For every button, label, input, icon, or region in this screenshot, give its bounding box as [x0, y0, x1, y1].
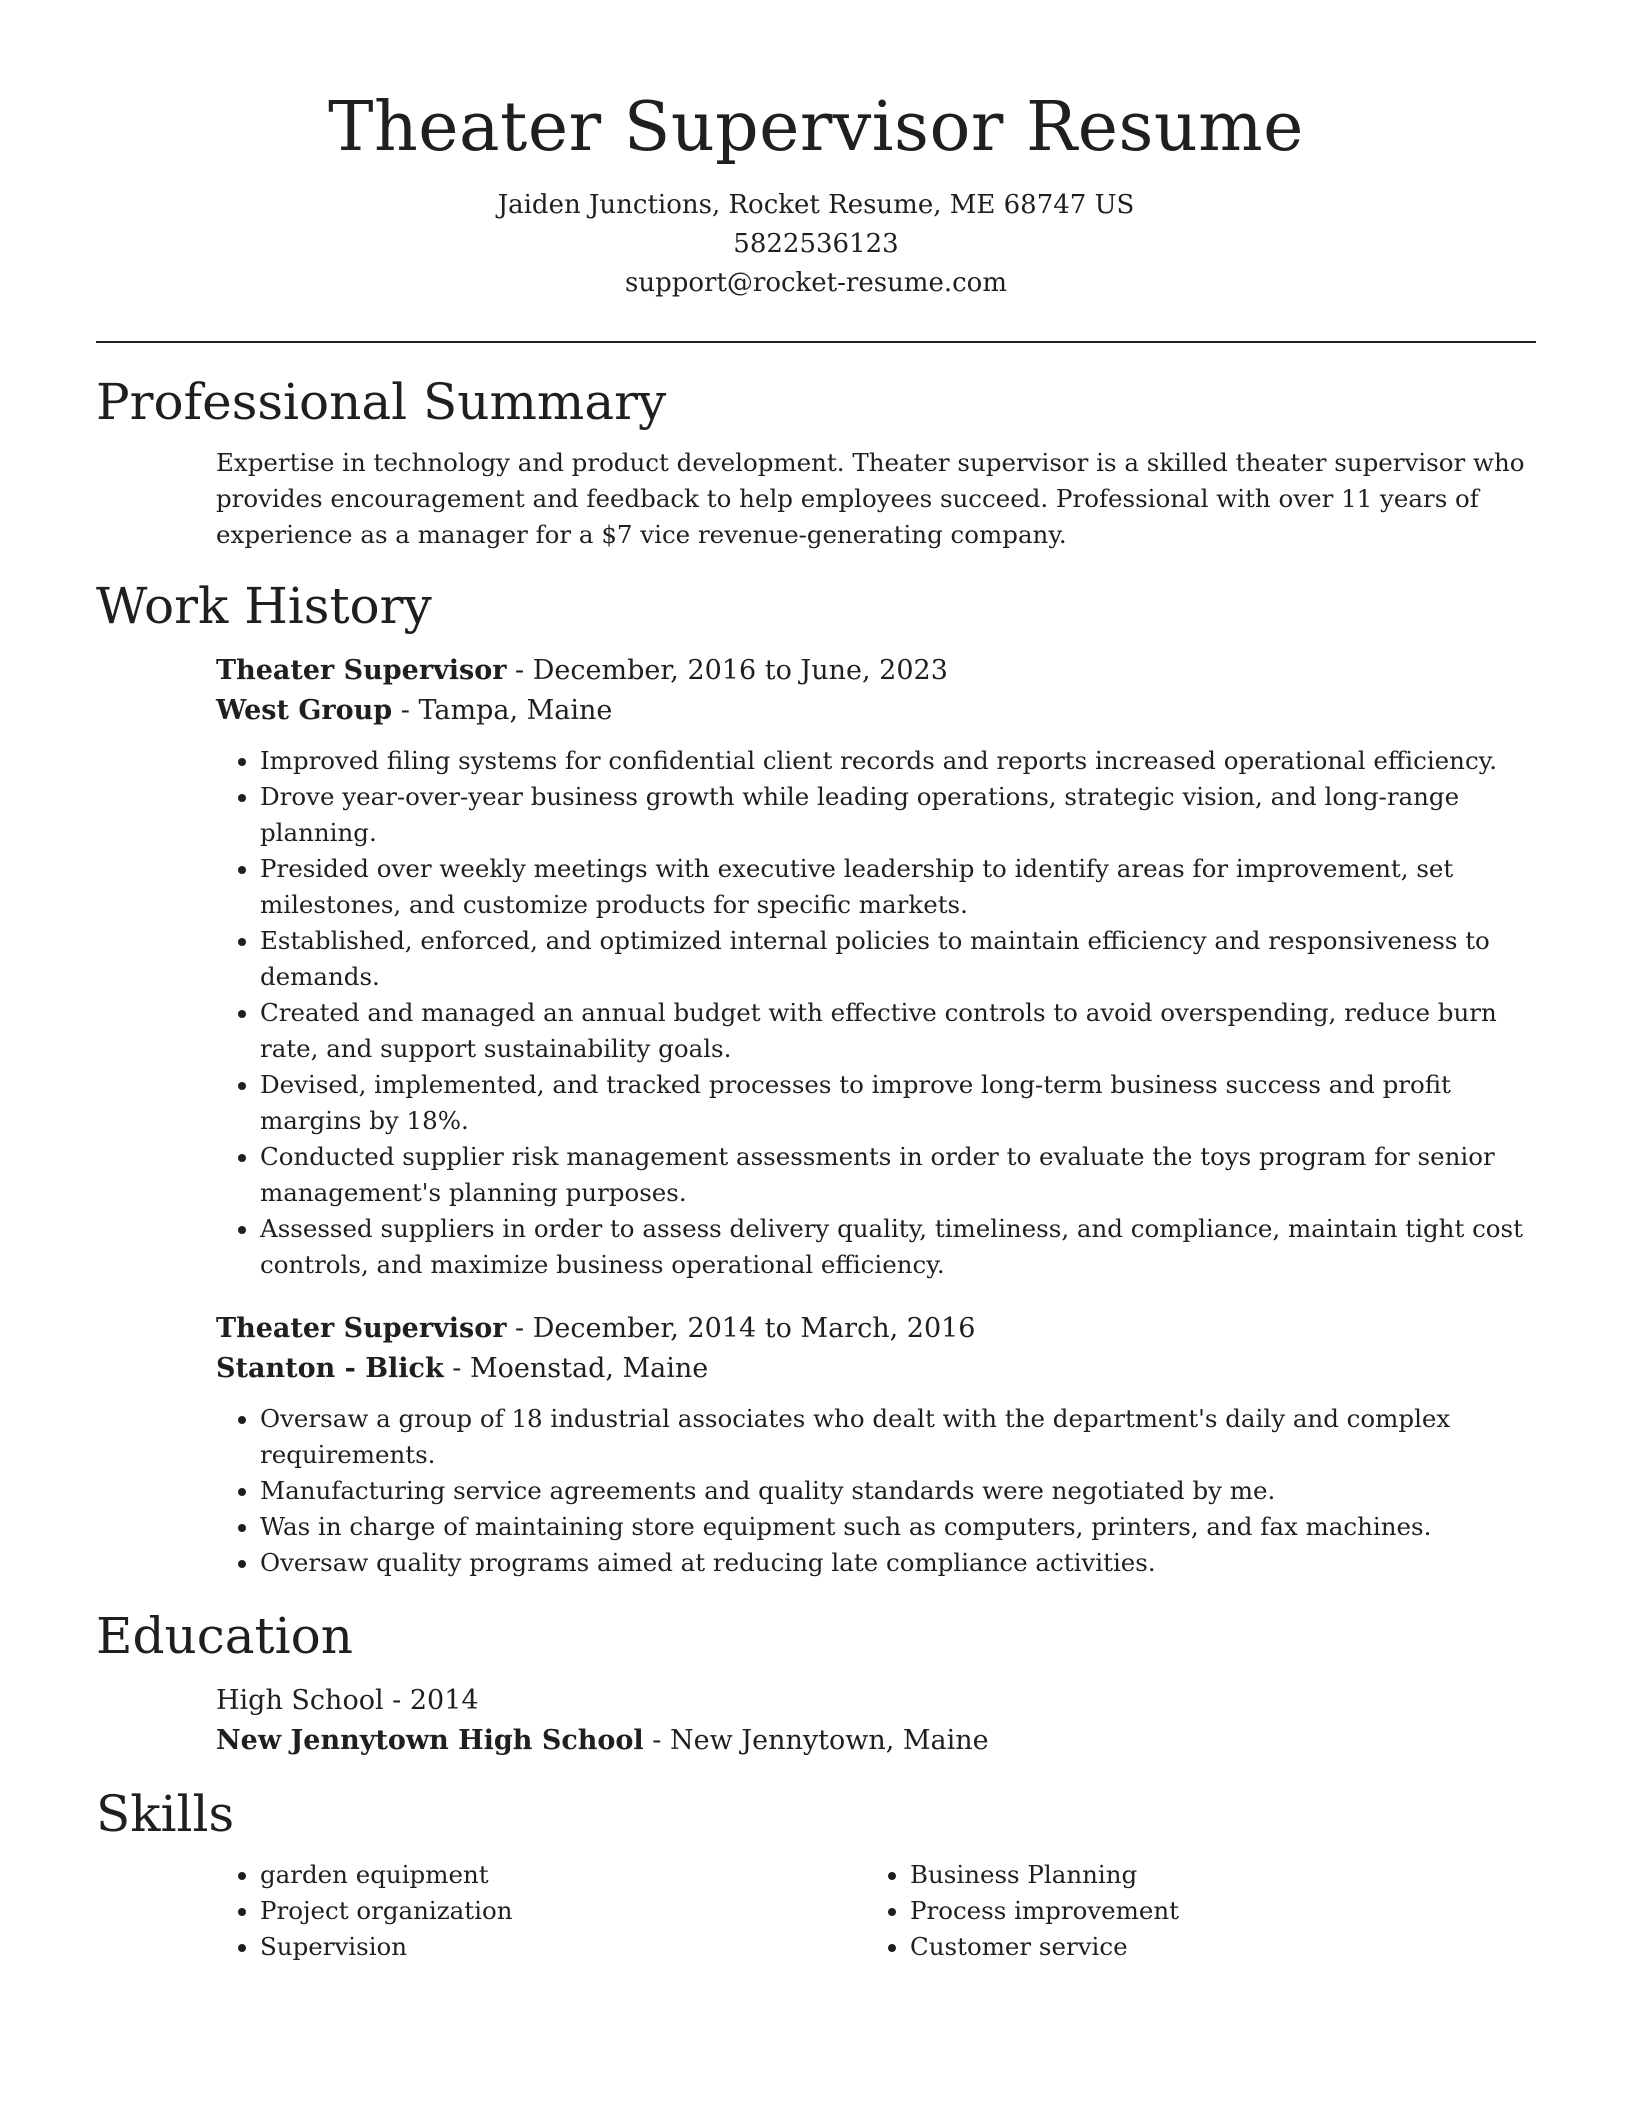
list-item: • Established, enforced, and optimized internal policies to maintain efficiency and responsiveness to demands. [260, 923, 1536, 995]
page-title: Theater Supervisor Resume [328, 88, 1304, 167]
job-location: - Moenstad, Maine [443, 1353, 709, 1384]
education-school: New Jennytown High School [216, 1725, 644, 1756]
job-title-line [216, 651, 1536, 691]
skill-item: • Project organization [260, 1893, 866, 1929]
summary-text: Expertise in technology and product development. Theater supervisor is a skilled theater supervisor who provides encouragement and feedback to help employees succeed. Professional with over 11 years of experience as a manager for a $7 vice revenue-generating company. [216, 448, 1525, 549]
skills-heading: Skills [96, 1785, 235, 1843]
list-item: • Presided over weekly meetings with executive leadership to identify areas for improvement, set milestones, and customize products for specific markets. [260, 851, 1536, 923]
list-item: • Drove year-over-year business growth while leading operations, strategic vision, and long-range planning. [260, 779, 1536, 851]
skills-section [96, 1783, 1536, 1965]
education-degree: High School [216, 1685, 384, 1716]
list-item: • Devised, implemented, and tracked processes to improve long-term business success and profit margins by 18%. [260, 1067, 1536, 1139]
contact-phone: 5822536123 [733, 229, 899, 259]
job-location: - Tampa, Maine [392, 695, 613, 726]
skills-list-left [216, 1857, 866, 1965]
education-section [96, 1605, 1536, 1761]
education-school-line [216, 1721, 1536, 1761]
job-bullet-list [216, 1401, 1536, 1581]
list-item: • Conducted supplier risk management assessments in order to evaluate the toys program for senior management's planning purposes. [260, 1139, 1536, 1211]
list-item: • Improved filing systems for confidential client records and reports increased operational efficiency. [260, 743, 1536, 779]
list-item: • Was in charge of maintaining store equipment such as computers, printers, and fax machines. [260, 1509, 1536, 1545]
job-dates: - December, 2016 to June, 2023 [506, 655, 948, 686]
list-item: • Oversaw a group of 18 industrial associates who dealt with the department's daily and complex requirements. [260, 1401, 1536, 1473]
list-item: • Manufacturing service agreements and quality standards were negotiated by me. [260, 1473, 1536, 1509]
header-divider [96, 341, 1536, 343]
job-company-line [216, 691, 1536, 731]
list-item: • Oversaw quality programs aimed at reducing late compliance activities. [260, 1545, 1536, 1581]
education-year: - 2014 [383, 1685, 479, 1716]
resume-header [96, 0, 1536, 303]
job-title-line [216, 1309, 1536, 1349]
skill-item: • Customer service [910, 1929, 1516, 1965]
summary-section [96, 371, 1536, 553]
work-history-section [96, 575, 1536, 1581]
contact-info [96, 186, 1536, 303]
job-company: West Group [216, 695, 393, 726]
work-history-heading: Work History [96, 577, 432, 635]
education-location: - New Jennytown, Maine [643, 1725, 989, 1756]
job-company: Stanton - Blick [216, 1353, 444, 1384]
skill-item: • Process improvement [910, 1893, 1516, 1929]
list-item: • Created and managed an annual budget with effective controls to avoid overspending, reduce burn rate, and support sustainability goals. [260, 995, 1536, 1067]
education-heading: Education [96, 1607, 353, 1665]
job-bullet-list [216, 743, 1536, 1283]
education-degree-line [216, 1681, 1536, 1721]
skill-item: • Business Planning [910, 1857, 1516, 1893]
job-dates: - December, 2014 to March, 2016 [506, 1313, 976, 1344]
skills-list-right [866, 1857, 1516, 1965]
summary-heading: Professional Summary [96, 373, 667, 431]
job-entry [216, 651, 1536, 1283]
skill-item: • Supervision [260, 1929, 866, 1965]
job-entry [216, 1309, 1536, 1581]
job-company-line [216, 1349, 1536, 1389]
skill-item: • garden equipment [260, 1857, 866, 1893]
job-title: Theater Supervisor [216, 1313, 507, 1344]
contact-email: support@rocket-resume.com [624, 268, 1007, 298]
list-item: • Assessed suppliers in order to assess delivery quality, timeliness, and compliance, maintain tight cost controls, and maximize business operational efficiency. [260, 1211, 1536, 1283]
job-title: Theater Supervisor [216, 655, 507, 686]
contact-address: Jaiden Junctions, Rocket Resume, ME 68747 US [497, 190, 1135, 220]
